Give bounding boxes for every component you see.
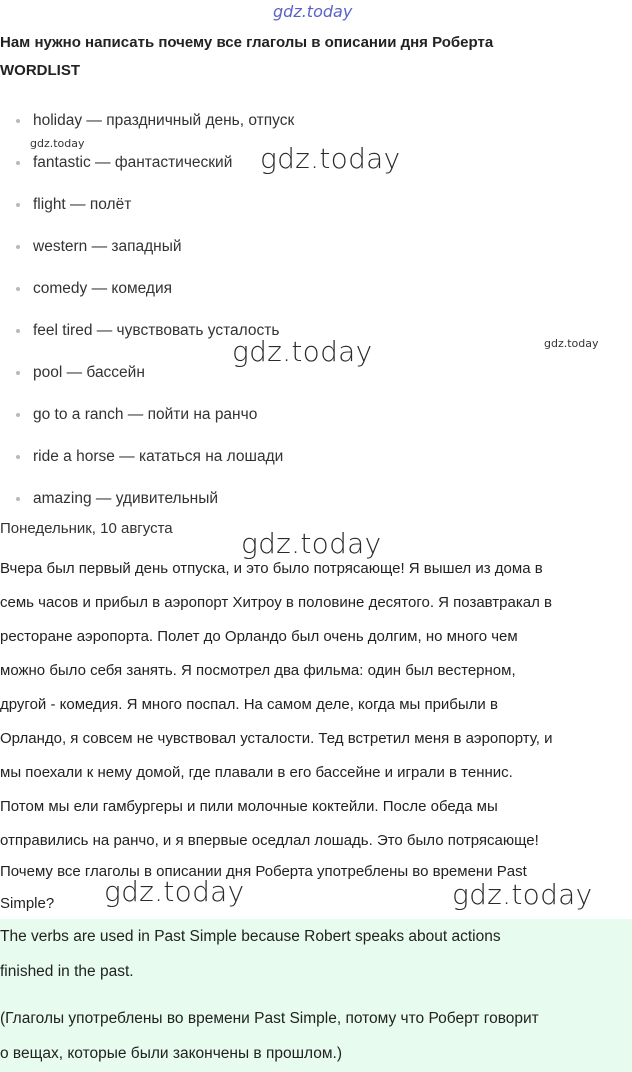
text-line: другой - комедия. Я много поспал. На самом деле, когда мы прибыли в: [0, 696, 498, 713]
bullet-icon: [16, 287, 20, 291]
question-line: Simple?: [0, 895, 55, 912]
answer-line: The verbs are used in Past Simple because Robert speaks about actions: [0, 928, 501, 945]
text-line: Орландо, я совсем не чувствовал усталости. Тед встретил меня в аэропорту, и: [0, 730, 553, 747]
answer-translation-line: (Глаголы употреблены во времени Past Simple, потому что Роберт говорит: [0, 1010, 539, 1027]
watermark-big: gdz.today: [260, 142, 401, 175]
wordlist-heading: WORDLIST: [0, 62, 80, 79]
text-line: Потом мы ели гамбургеры и пили молочные коктейли. После обеда мы: [0, 798, 498, 815]
bullet-icon: [16, 455, 20, 459]
bullet-icon: [16, 161, 20, 165]
watermark-small: gdz.today: [30, 137, 85, 150]
watermark-top: gdz.today: [273, 2, 353, 21]
watermark-big: gdz.today: [232, 335, 373, 368]
text-line: ресторане аэропорта. Полет до Орландо был очень долгим, но много чем: [0, 628, 518, 645]
bullet-icon: [16, 497, 20, 501]
question-line: Почему все глаголы в описании дня Роберта употреблены во времени Past: [0, 863, 527, 880]
watermark-small: gdz.today: [544, 337, 599, 350]
bullet-icon: [16, 203, 20, 207]
text-line: семь часов и прибыл в аэропорт Хитроу в половине десятого. Я позавтракал в: [0, 594, 552, 611]
bullet-icon: [16, 413, 20, 417]
text-line: можно было себя занять. Я посмотрел два фильма: один был вестерном,: [0, 662, 516, 679]
bullet-icon: [16, 329, 20, 333]
text-line: мы поехали к нему домой, где плавали в его бассейне и играли в теннис.: [0, 764, 513, 781]
diary-date: Понедельник, 10 августа: [0, 520, 173, 537]
page-title: Нам нужно написать почему все глаголы в описании дня Роберта: [0, 34, 494, 51]
watermark-big: gdz.today: [104, 875, 245, 908]
bullet-icon: [16, 119, 20, 123]
watermark-big: gdz.today: [241, 527, 382, 560]
answer-translation-line: о вещах, которые были закончены в прошлом.): [0, 1045, 342, 1062]
answer-line: finished in the past.: [0, 963, 134, 980]
bullet-icon: [16, 245, 20, 249]
text-line: отправились на ранчо, и я впервые оседлал лошадь. Это было потрясающе!: [0, 832, 539, 849]
bullet-icon: [16, 371, 20, 375]
watermark-big: gdz.today: [452, 878, 593, 911]
text-line: Вчера был первый день отпуска, и это было потрясающе! Я вышел из дома в: [0, 560, 543, 577]
answer-box: [0, 919, 632, 1072]
